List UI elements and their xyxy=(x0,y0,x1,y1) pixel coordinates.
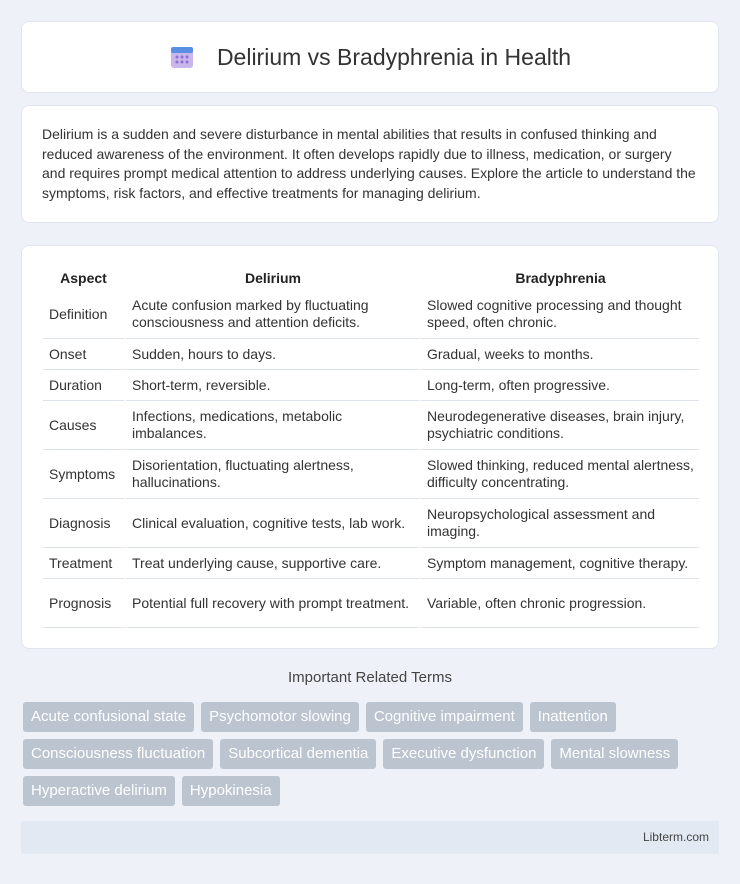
table-row xyxy=(43,401,699,450)
row-aspect: Treatment xyxy=(43,548,124,579)
related-term-tag[interactable]: Hypokinesia xyxy=(182,776,280,806)
row-aspect: Causes xyxy=(43,401,124,450)
related-term-tag[interactable]: Psychomotor slowing xyxy=(201,702,359,732)
related-term-tag[interactable]: Mental slowness xyxy=(551,739,678,769)
row-delirium: Acute confusion marked by fluctuating consciousness and attention deficits. xyxy=(124,290,419,339)
table-row xyxy=(43,579,699,628)
row-delirium: Sudden, hours to days. xyxy=(124,339,419,370)
table-row xyxy=(43,370,699,401)
calendar-icon xyxy=(169,44,195,70)
row-aspect: Prognosis xyxy=(43,579,124,628)
row-delirium: Disorientation, fluctuating alertness, hallucinations. xyxy=(124,450,419,499)
row-delirium: Potential full recovery with prompt treatment. xyxy=(124,579,419,628)
table-row xyxy=(43,339,699,370)
related-term-tag[interactable]: Executive dysfunction xyxy=(383,739,544,769)
row-bradyphrenia: Neuropsychological assessment and imaging. xyxy=(419,499,699,548)
related-term-tag[interactable]: Consciousness fluctuation xyxy=(23,739,213,769)
table-row xyxy=(43,450,699,499)
row-bradyphrenia: Long-term, often progressive. xyxy=(419,370,699,401)
row-bradyphrenia: Slowed thinking, reduced mental alertness, difficulty concentrating. xyxy=(419,450,699,499)
row-bradyphrenia: Gradual, weeks to months. xyxy=(419,339,699,370)
related-terms-title: Important Related Terms xyxy=(288,669,452,686)
related-term-tag[interactable]: Inattention xyxy=(530,702,616,732)
related-term-tag[interactable]: Cognitive impairment xyxy=(366,702,523,732)
row-delirium: Short-term, reversible. xyxy=(124,370,419,401)
row-delirium: Infections, medications, metabolic imbalances. xyxy=(124,401,419,450)
row-bradyphrenia: Neurodegenerative diseases, brain injury, psychiatric conditions. xyxy=(419,401,699,450)
header-aspect: Aspect xyxy=(60,270,107,286)
footer xyxy=(21,821,719,854)
table-row xyxy=(43,499,699,548)
row-bradyphrenia: Symptom management, cognitive therapy. xyxy=(419,548,699,579)
page-title: Delirium vs Bradyphrenia in Health xyxy=(216,43,572,70)
row-aspect: Symptoms xyxy=(43,450,124,499)
row-aspect: Onset xyxy=(43,339,124,370)
row-aspect: Definition xyxy=(43,290,124,339)
related-terms-list xyxy=(23,702,723,806)
related-term-tag[interactable]: Subcortical dementia xyxy=(220,739,376,769)
row-bradyphrenia: Variable, often chronic progression. xyxy=(419,579,699,628)
row-aspect: Duration xyxy=(43,370,124,401)
header-delirium: Delirium xyxy=(124,266,419,290)
table-header-row xyxy=(43,266,699,290)
header-bradyphrenia: Bradyphrenia xyxy=(419,266,699,290)
table-row xyxy=(43,290,699,339)
footer-site-link[interactable]: Libterm.com xyxy=(642,830,709,844)
table-row xyxy=(43,548,699,579)
row-bradyphrenia: Slowed cognitive processing and thought speed, often chronic. xyxy=(419,290,699,339)
header-card xyxy=(21,21,719,93)
related-term-tag[interactable]: Acute confusional state xyxy=(23,702,194,732)
intro-card xyxy=(21,105,719,223)
row-delirium: Clinical evaluation, cognitive tests, lab work. xyxy=(124,499,419,548)
intro-text: Delirium is a sudden and severe disturbance in mental abilities that results in confused thinking and reduced awareness of the environment. It often develops rapidly due to illness, medication, or surgery and requires prompt medical attention to address underlying causes. Explore the article to understand the symptoms, risk factors, and effective treatments for managing delirium. xyxy=(42,126,696,201)
comparison-card xyxy=(21,245,719,649)
row-delirium: Treat underlying cause, supportive care. xyxy=(124,548,419,579)
row-aspect: Diagnosis xyxy=(43,499,124,548)
related-term-tag[interactable]: Hyperactive delirium xyxy=(23,776,175,806)
comparison-table xyxy=(43,266,699,628)
